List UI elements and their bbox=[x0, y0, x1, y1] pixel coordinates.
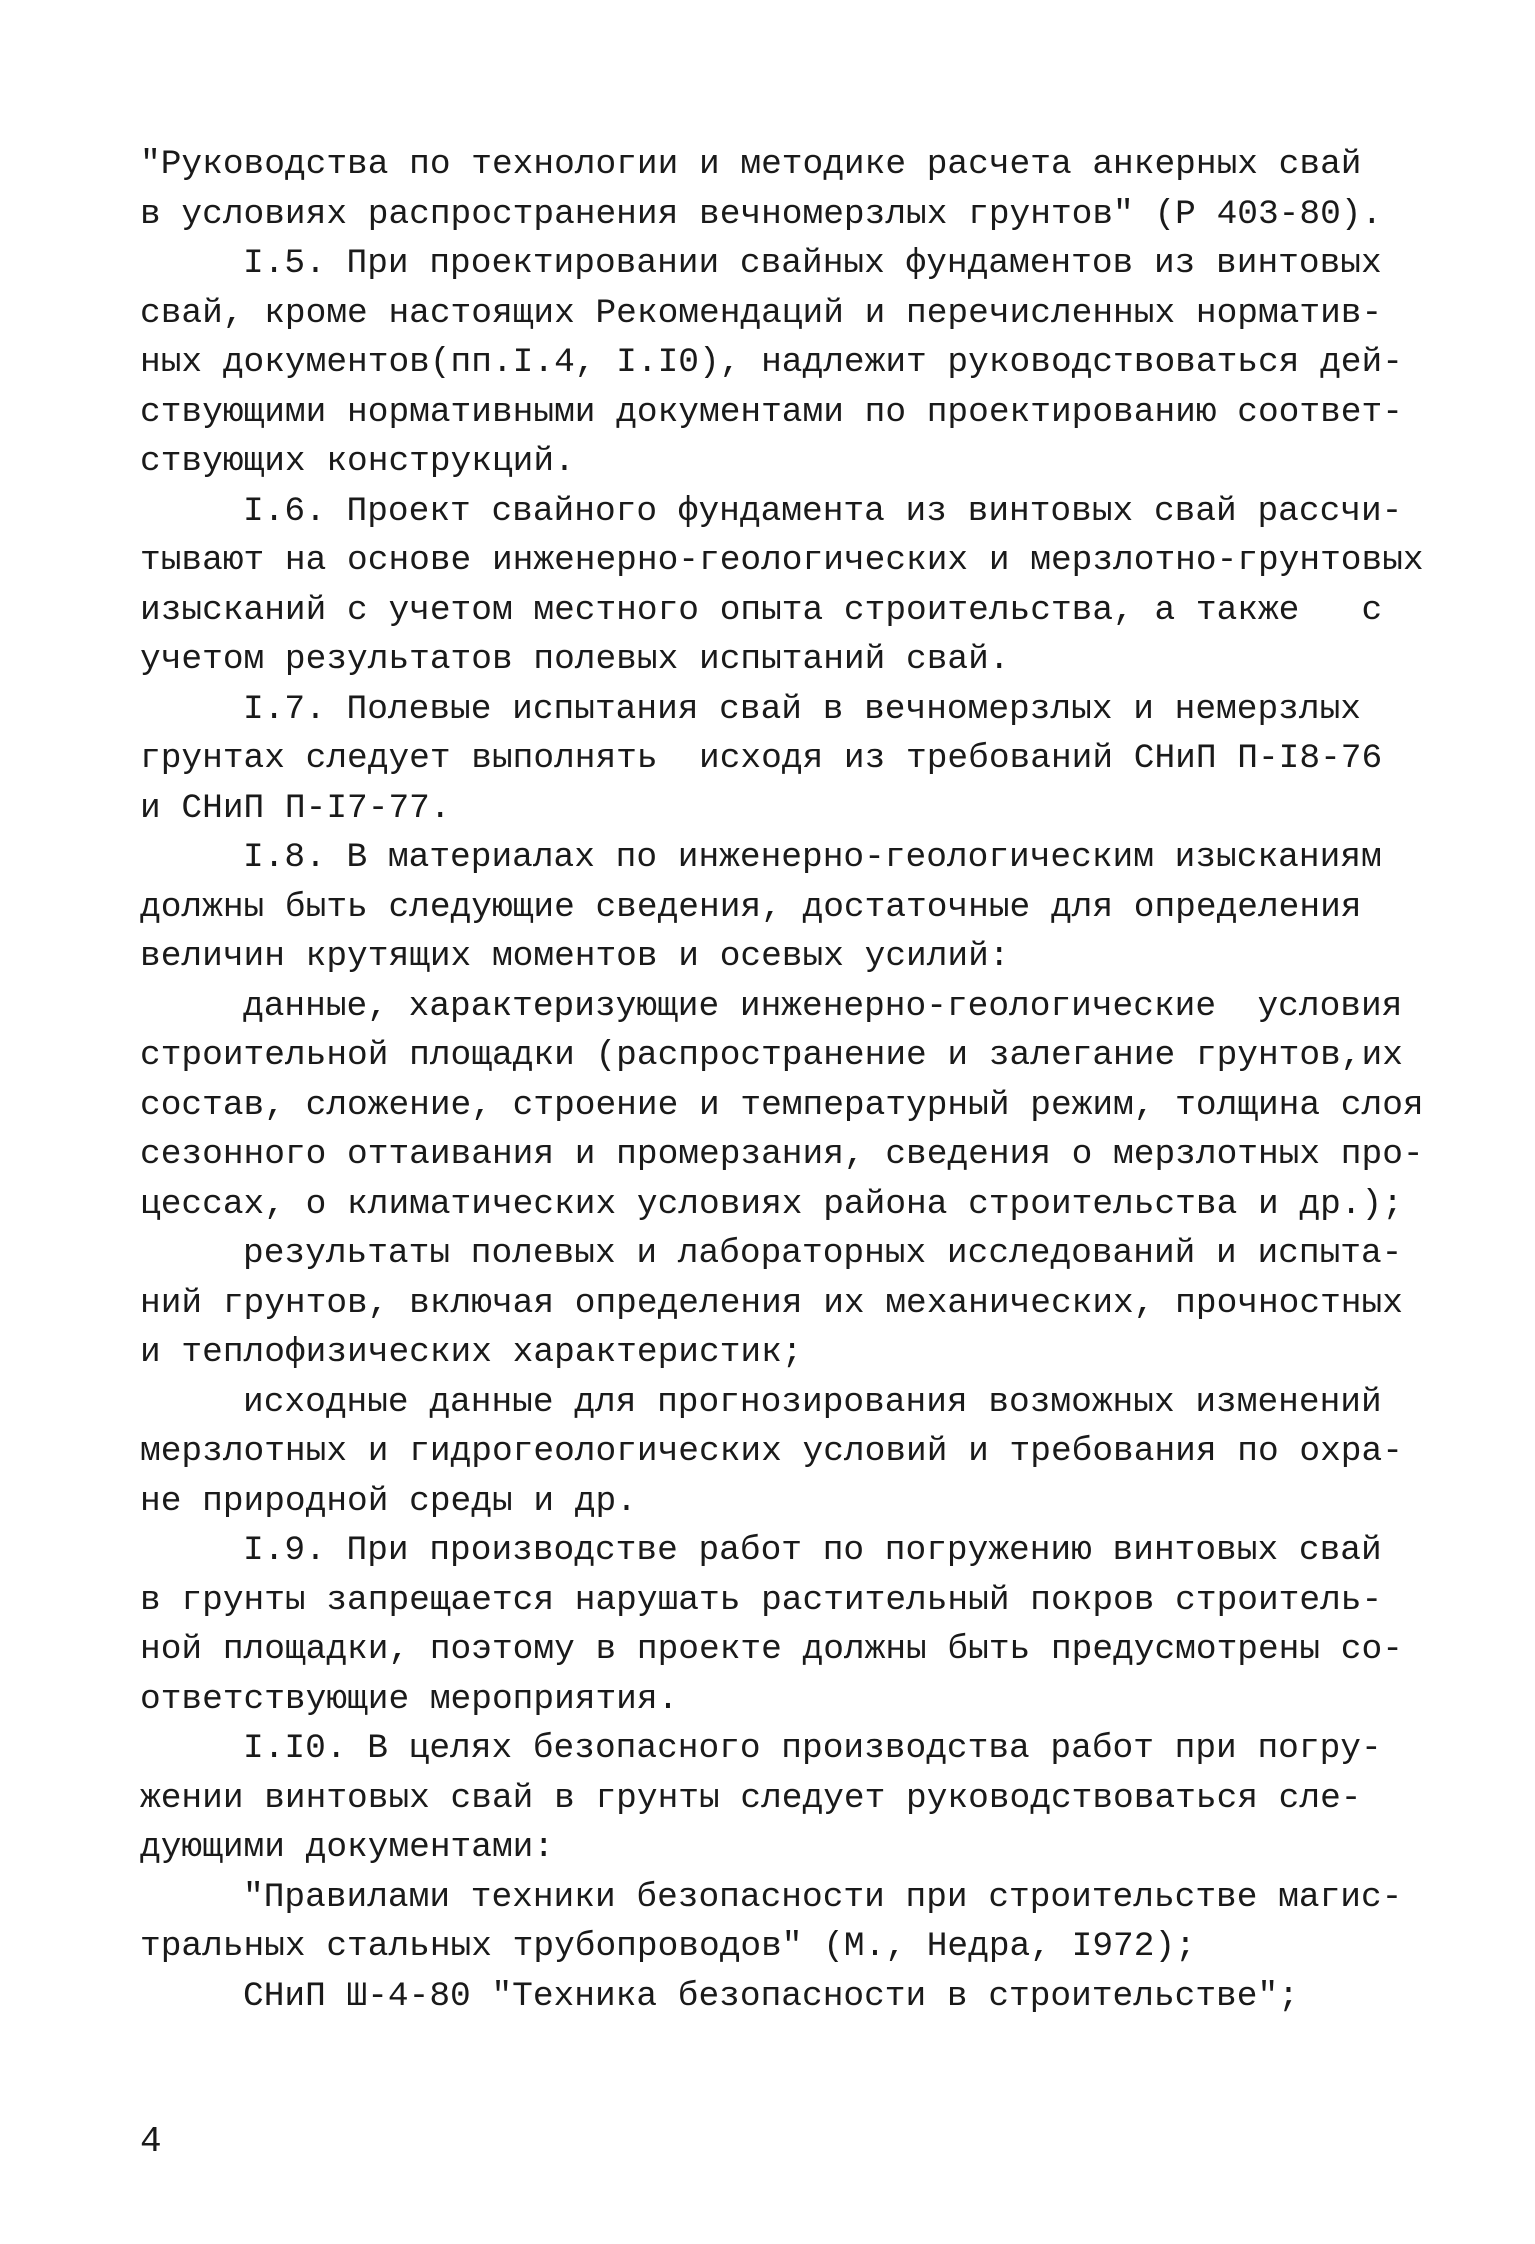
text-line: учетом результатов полевых испытаний свай. bbox=[140, 640, 1010, 679]
text-line: результаты полевых и лабораторных исследований и испыта- bbox=[243, 1234, 1403, 1273]
text-line: дующими документами: bbox=[140, 1828, 555, 1867]
text-line: I.5. При проектировании свайных фундаментов из винтовых bbox=[243, 244, 1382, 283]
body-text bbox=[140, 140, 1424, 2021]
text-line: данные, характеризующие инженерно-геологические условия bbox=[243, 986, 1403, 1026]
page-number: 4 bbox=[140, 2121, 162, 2162]
text-line: тывают на основе инженерно-геологических и мерзлотно-грунтовых bbox=[140, 541, 1424, 580]
text-line: I.I0. В целях безопасного производства работ при погру- bbox=[243, 1729, 1382, 1768]
text-line: ответствующие мероприятия. bbox=[140, 1679, 679, 1719]
text-line: величин крутящих моментов и осевых усилий: bbox=[140, 937, 1010, 976]
text-line: изысканий с учетом местного опыта строительства, а также с bbox=[140, 590, 1383, 630]
text-line: ствующими нормативными документами по проектированию соответ- bbox=[140, 392, 1403, 432]
text-line: ных документов(пп.I.4, I.I0), надлежит руководствоваться дей- bbox=[140, 343, 1403, 382]
text-line: и СНиП П-I7-77. bbox=[140, 788, 451, 828]
text-line: ствующих конструкций. bbox=[140, 442, 575, 481]
text-line: I.7. Полевые испытания свай в вечномерзлых и немерзлых bbox=[243, 689, 1361, 729]
text-line: свай, кроме настоящих Рекомендаций и перечисленных норматив- bbox=[140, 293, 1383, 333]
text-line: жении винтовых свай в грунты следует руководствоваться сле- bbox=[140, 1778, 1362, 1818]
text-line: строительной площадки (распространение и залегание грунтов,их bbox=[140, 1036, 1403, 1075]
text-line: не природной среды и др. bbox=[140, 1481, 637, 1521]
text-line: в грунты запрещается нарушать растительный покров строитель- bbox=[140, 1580, 1383, 1620]
text-line: тральных стальных трубопроводов" (М., Недра, I972); bbox=[140, 1927, 1196, 1966]
text-line: I.8. В материалах по инженерно-геологическим изысканиям bbox=[243, 838, 1382, 877]
text-line: должны быть следующие сведения, достаточные для определения bbox=[140, 887, 1362, 927]
text-line: ной площадки, поэтому в проекте должны быть предусмотрены со- bbox=[140, 1630, 1403, 1669]
text-line: ний грунтов, включая определения их механических, прочностных bbox=[140, 1283, 1403, 1323]
text-line: исходные данные для прогнозирования возможных изменений bbox=[243, 1382, 1382, 1422]
text-line: и теплофизических характеристик; bbox=[140, 1333, 803, 1372]
text-line: "Руководства по технологии и методике расчета анкерных свай bbox=[140, 145, 1362, 184]
text-line: I.6. Проект свайного фундамента из винтовых свай рассчи- bbox=[243, 491, 1403, 531]
text-line: грунтах следует выполнять исходя из требований СНиП П-I8-76 bbox=[140, 739, 1383, 778]
text-line: "Правилами техники безопасности при строительстве магис- bbox=[243, 1877, 1403, 1917]
text-line: в условиях распространения вечномерзлых грунтов" (Р 403-80). bbox=[140, 194, 1383, 234]
text-line: мерзлотных и гидрогеологических условий и требования по охра- bbox=[140, 1432, 1403, 1471]
text-line: СНиП Ш-4-80 "Техника безопасности в строительстве"; bbox=[243, 1976, 1299, 2016]
text-line: сезонного оттаивания и промерзания, сведения о мерзлотных про- bbox=[140, 1135, 1424, 1174]
text-line: цессах, о климатических условиях района строительства и др.); bbox=[140, 1184, 1403, 1224]
text-line: I.9. При производстве работ по погружению винтовых свай bbox=[243, 1531, 1382, 1570]
text-line: состав, сложение, строение и температурный режим, толщина слоя bbox=[140, 1085, 1424, 1125]
